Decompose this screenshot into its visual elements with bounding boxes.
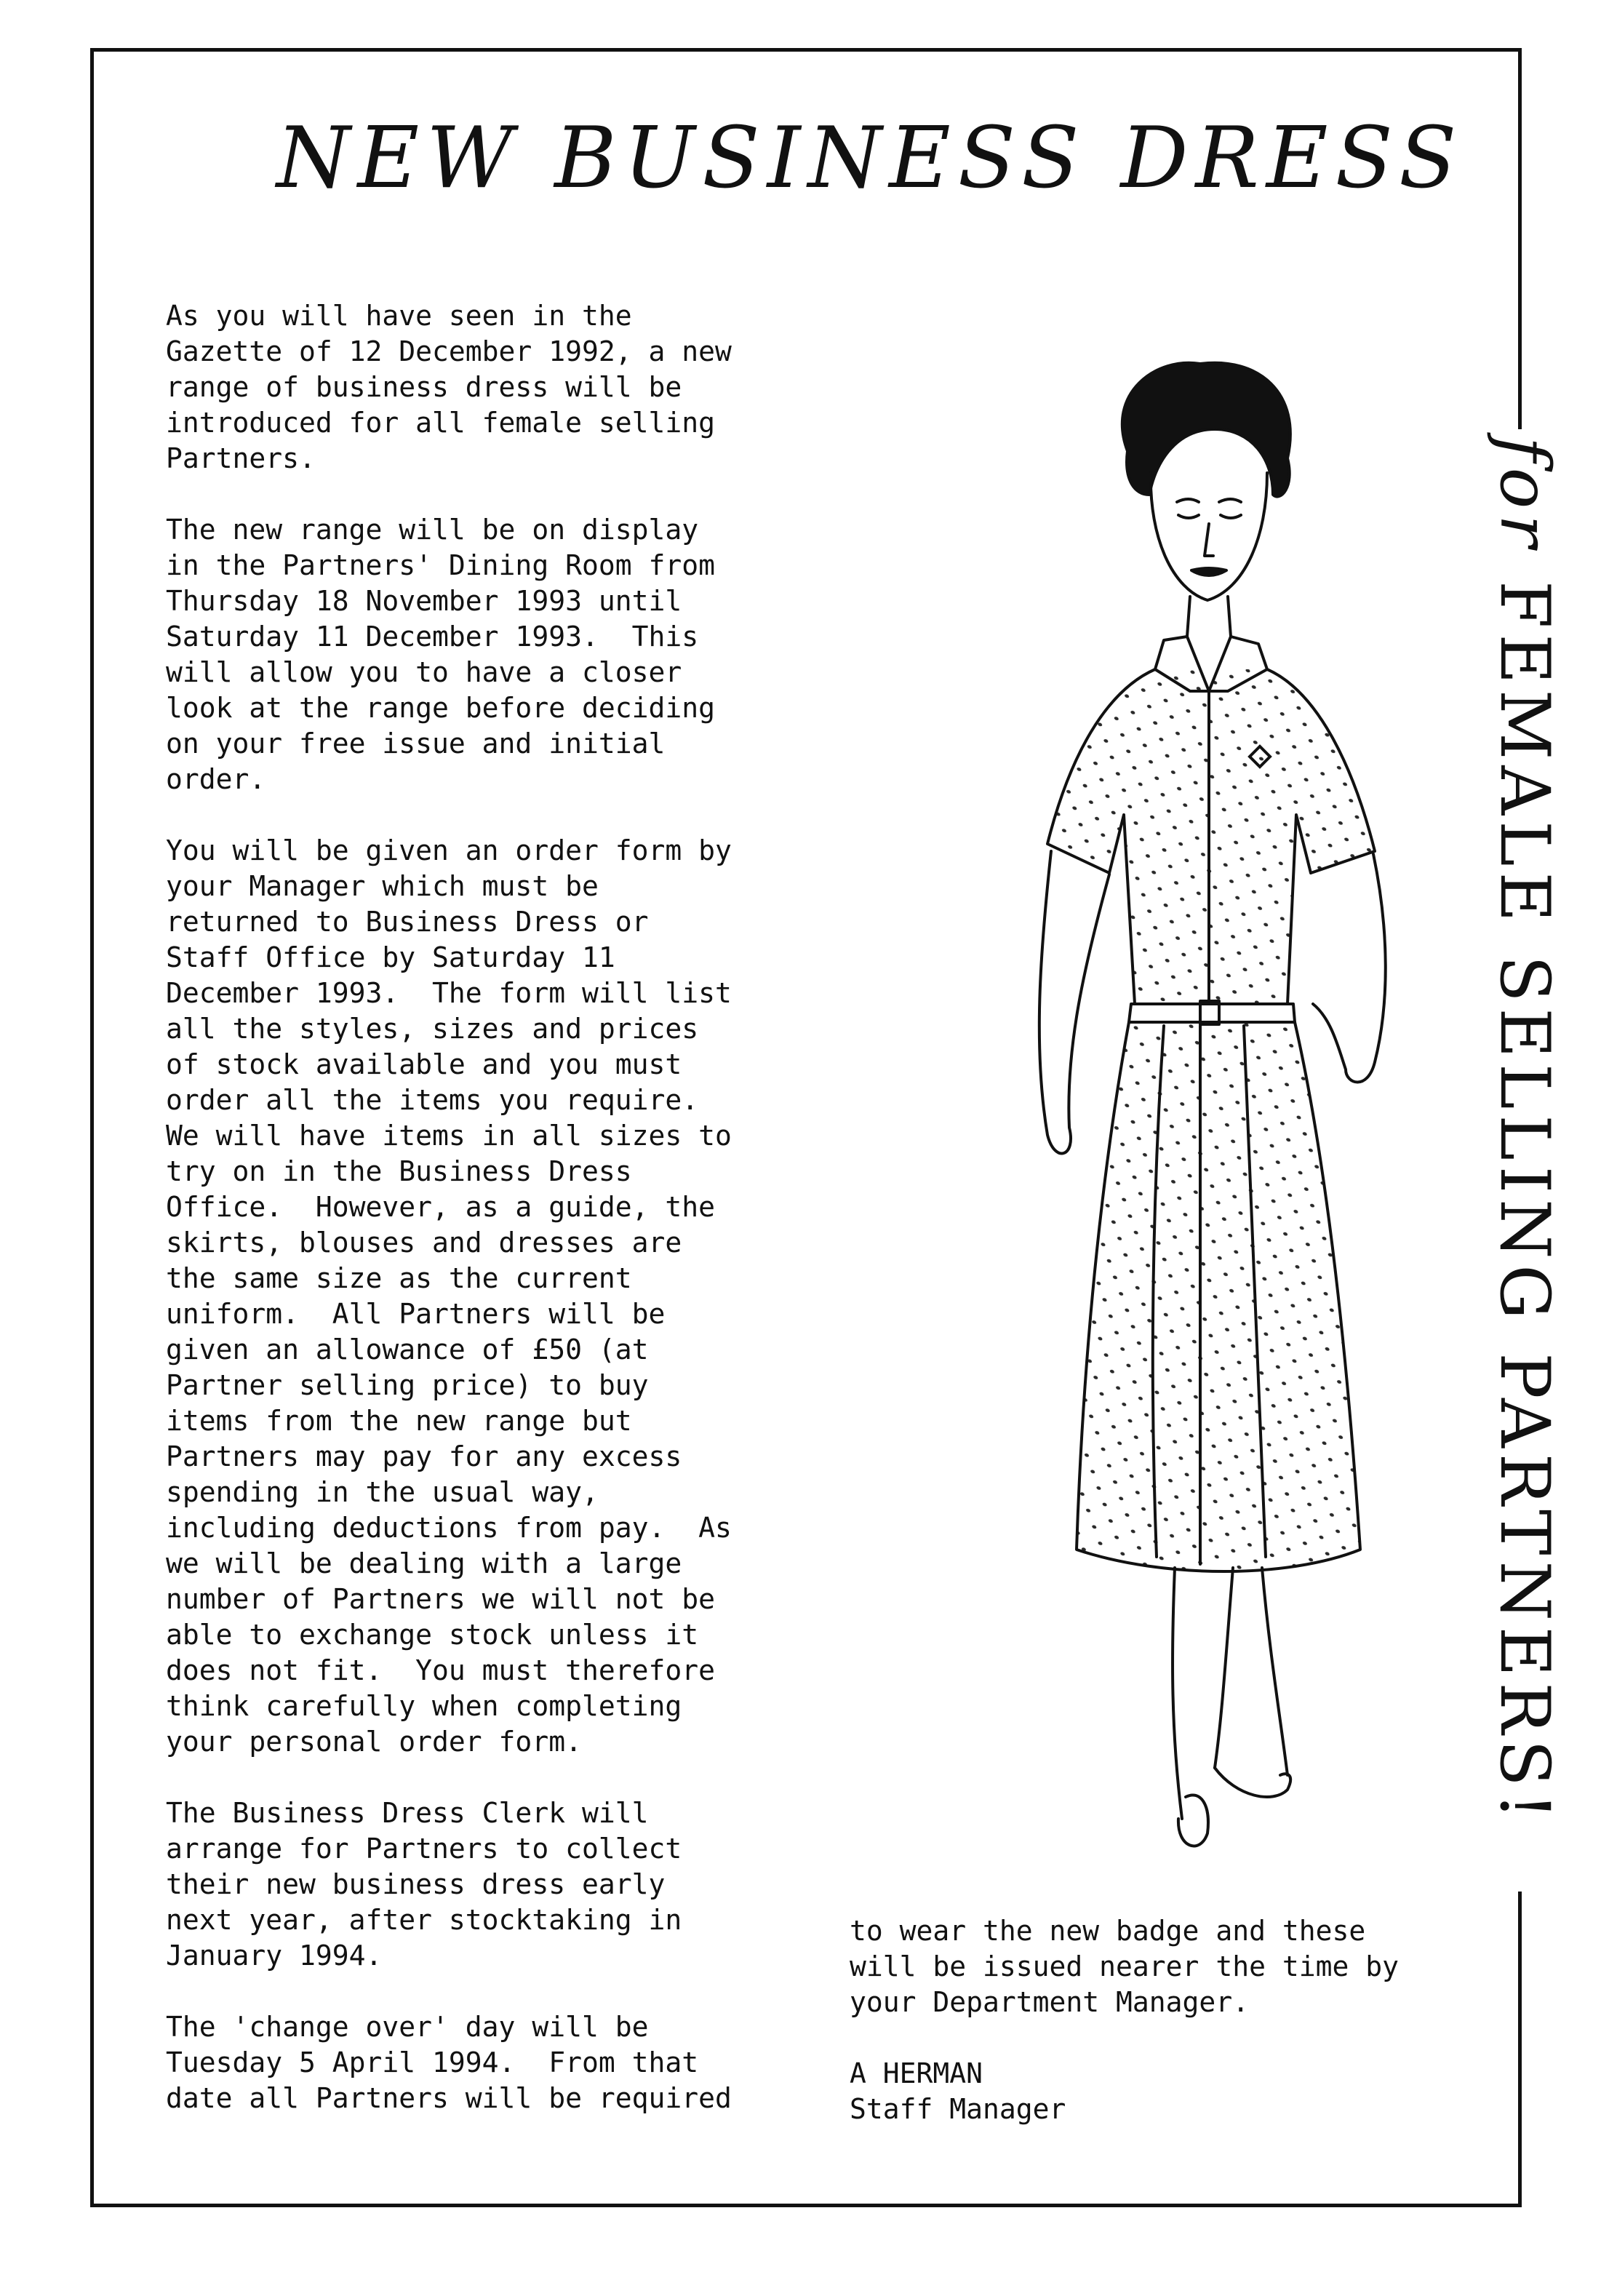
belt — [1129, 1004, 1295, 1022]
page-title: NEW BUSINESS DRESS — [276, 109, 1464, 207]
signature-title: Staff Manager — [850, 2093, 1066, 2125]
paragraph-gazette: As you will have seen in the Gazette of 12 December 1992, a new range of business dress will be introduced for all female selling Partners. — [166, 300, 732, 474]
right-column — [850, 1913, 1475, 2127]
paragraph-badge: to wear the new badge and these will be issued nearer the time by your Department Manager. — [850, 1915, 1399, 2018]
side-slogan — [1485, 437, 1564, 1825]
side-slogan-for: for — [1485, 437, 1564, 554]
face — [1151, 473, 1267, 600]
hair — [1122, 363, 1290, 497]
paragraph-display: The new range will be on display in the Partners' Dining Room from Thursday 18 November 1993 until Saturday 11 December 1993. This will allow you to have a closer look at the range before deciding on your free issue and initial order. — [166, 514, 715, 795]
left-column — [166, 298, 835, 2116]
side-slogan-main: FEMALE SELLING PARTNERS! — [1485, 581, 1564, 1826]
paragraph-change-over: The 'change over' day will be Tuesday 5 April 1994. From that date all Partners will be required — [166, 2011, 732, 2114]
signature-block — [850, 2056, 1475, 2127]
signature-name: A HERMAN — [850, 2057, 983, 2089]
paragraph-order-form: You will be given an order form by your Manager which must be returned to Business Dress or Staff Office by Saturday 11 December 1993. The form will list all the styles, sizes and prices of stock available and you must order all the items you require. We will have items in all sizes to try on in the Business Dress Office. However, as a guide, the skirts, blouses and dresses are the same size as the current uniform. All Partners will be given an allowance of £50 (at Partner selling price) to buy items from the new range but Partners may pay for any excess spending in the usual way, including deductions from pay. As we will be dealing with a large number of Partners we will not be able to exchange stock unless it does not fit. You must therefore think carefully when completing your personal order form. — [166, 834, 732, 1758]
dress-illustration — [982, 349, 1433, 1877]
paragraph-collection: The Business Dress Clerk will arrange for Partners to collect their new business dress early next year, after stocktaking in January 1994. — [166, 1797, 682, 1972]
